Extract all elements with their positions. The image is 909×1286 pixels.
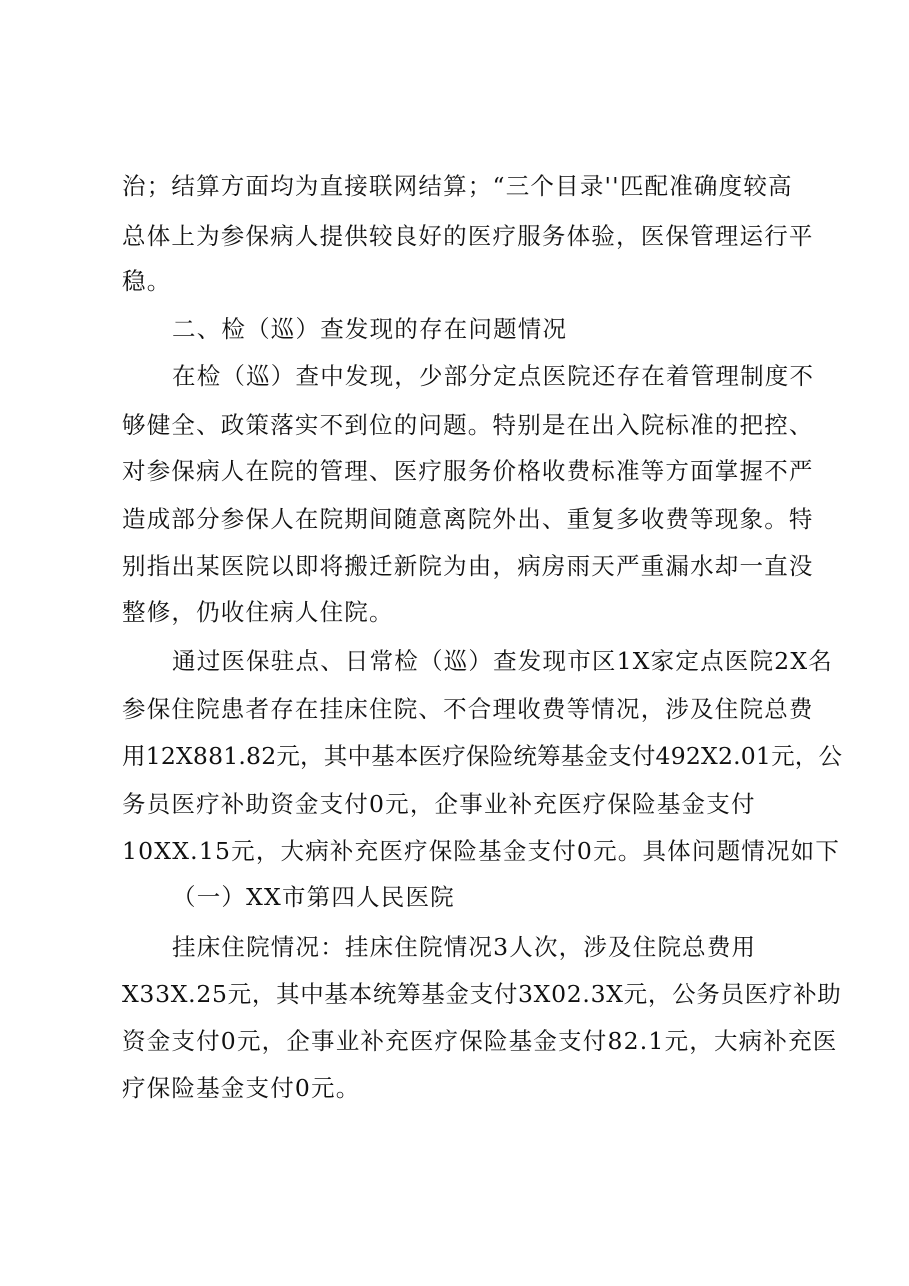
- text-line: 对参保病人在院的管理、医疗服务价格收费标准等方面掌握不严: [122, 457, 814, 485]
- text-line: 整修，仍收住病人住院。: [122, 598, 394, 626]
- text-line: 参保住院患者存在挂床住院、不合理收费等情况，涉及住院总费: [122, 695, 814, 723]
- text-line: 资金支付0元，企事业补充医疗保险基金支付82.1元，大病补充医: [122, 1027, 838, 1055]
- text-line: 别指出某医院以即将搬迁新院为由，病房雨天严重漏水却一直没: [122, 552, 814, 580]
- text-line: 总体上为参保病人提供较良好的医疗服务体验，医保管理运行平: [122, 222, 814, 250]
- text-line: X33X.25元，其中基本统筹基金支付3X02.3X元，公务员医疗补助: [122, 980, 842, 1008]
- text-line: 造成部分参保人在院期间随意离院外出、重复多收费等现象。特: [122, 505, 814, 533]
- text-line: 治；结算方面均为直接联网结算；“三个目录''匹配准确度较高: [122, 172, 793, 200]
- section-heading: 二、检（巡）查发现的存在问题情况: [172, 315, 568, 343]
- text-line: 疗保险基金支付0元。: [122, 1074, 361, 1102]
- text-line: 通过医保驻点、日常检（巡）查发现市区1X家定点医院2X名: [172, 647, 833, 675]
- text-line: 在检（巡）查中发现，少部分定点医院还存在着管理制度不: [172, 362, 815, 390]
- text-line: 用12X881.82元，其中基本医疗保险统筹基金支付492X2.01元，公: [122, 742, 843, 770]
- text-line: 挂床住院情况：挂床住院情况3人次，涉及住院总费用: [172, 933, 757, 961]
- text-line: 够健全、政策落实不到位的问题。特别是在出入院标准的把控、: [122, 411, 814, 439]
- text-line: 稳。: [122, 267, 172, 295]
- text-line: 务员医疗补助资金支付0元，企事业补充医疗保险基金支付: [122, 790, 756, 818]
- text-line: 10XX.15元，大病补充医疗保险基金支付0元。具体问题情况如下: [122, 837, 841, 865]
- subsection-heading: （一）XX市第四人民医院: [172, 883, 455, 911]
